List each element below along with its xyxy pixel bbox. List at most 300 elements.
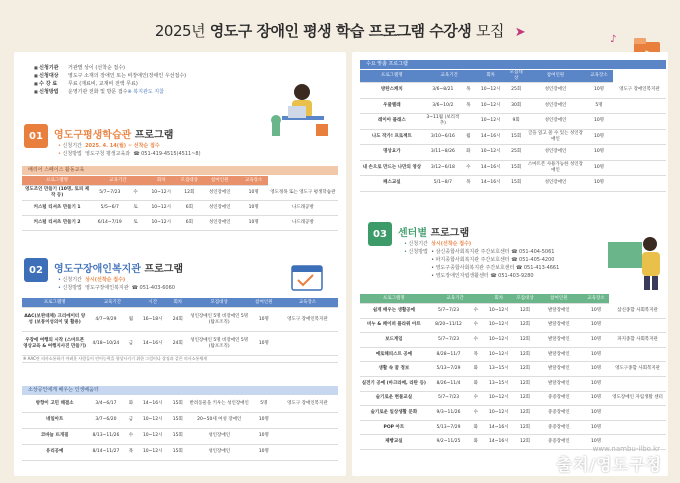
table-cell: 10~12시	[137, 428, 168, 444]
table-row	[360, 333, 666, 348]
table-cell: 10명	[240, 216, 268, 231]
table-cell: 목	[469, 347, 482, 362]
table-cell: 3~11월 (보리적 추)	[424, 114, 462, 130]
column-header: 프로그램명	[360, 70, 424, 83]
table-cell: 수	[469, 304, 482, 319]
table-cell: 10명	[251, 412, 277, 428]
right-panel	[352, 52, 668, 476]
table-cell: 5명	[251, 396, 277, 412]
table-cell: 토	[127, 216, 143, 231]
table-cell: 글을 읽고 쓸 수 있는 성인장애인	[526, 129, 585, 145]
table-cell: 10~12시	[144, 216, 179, 231]
table-row	[22, 332, 338, 356]
center-program-table	[360, 294, 666, 450]
info-value: 무료 (재료비, 교재비 전액 무료)	[68, 81, 138, 87]
table-cell: 13~15시	[482, 362, 515, 377]
table-cell: 4/7~9/29	[87, 308, 124, 332]
table-cell: 10명	[585, 145, 613, 161]
column-header: 모집대상	[507, 70, 526, 83]
column-header: 회차	[168, 298, 188, 308]
watermark-url: www.nambu-ilbo.kr	[592, 445, 660, 453]
table-cell: 15회	[507, 176, 526, 192]
table-cell: 월	[462, 129, 475, 145]
table-cell	[613, 98, 666, 114]
column-header: 교육기간	[87, 298, 137, 308]
table-cell	[277, 444, 338, 460]
table-cell: 비누 & 페이퍼 플라워 아트	[360, 318, 428, 333]
table-cell: 3/11~8/26	[424, 145, 462, 161]
table-cell: 10명	[585, 176, 613, 192]
table-cell: 생활 속 꿀 정보	[360, 362, 428, 377]
table-cell: 영도구 장애인복지관	[277, 308, 338, 332]
center-item: • 영도구종합사회복지관 주간보호센터 ☎ 051-413-4661	[431, 265, 560, 271]
table-cell: 화	[124, 396, 137, 412]
table-cell: 9/3~11/26	[428, 406, 470, 421]
table-cell: 3/4~6/17	[87, 396, 124, 412]
table-cell: 수	[469, 318, 482, 333]
table-cell: 12회	[179, 186, 200, 201]
info-key: ■ 신청방법	[34, 88, 68, 96]
table-row	[360, 160, 666, 176]
table-row	[22, 396, 338, 412]
section-01-table	[22, 176, 338, 231]
table-cell: 방탄스케치	[360, 83, 424, 99]
table-cell: 10명	[240, 201, 268, 216]
table-cell: 화	[462, 145, 475, 161]
table-cell: 발달장애인	[535, 318, 583, 333]
table-cell: 10명	[585, 129, 613, 145]
demand-caption: 수요 맞춤 프로그램	[360, 60, 666, 69]
table-cell: 3/10~6/16	[424, 129, 462, 145]
table-cell: 토	[127, 201, 143, 216]
table-cell: 우장애 여행의 시작 (스마트폰 영상교육 & 여행지사진 만들기)	[22, 332, 87, 356]
table-cell: 10명	[583, 347, 609, 362]
table-cell: 화	[469, 420, 482, 435]
table-cell: 성인장애인	[526, 114, 585, 130]
table-cell: 10명	[583, 318, 609, 333]
table-cell: 10~12시	[482, 318, 515, 333]
table-cell: 15회	[168, 444, 188, 460]
table-cell: 10명	[585, 83, 613, 99]
column-header: 회차	[482, 294, 515, 304]
section-03-title: 센터별 프로그램	[398, 228, 470, 239]
table-cell: 나드래공방	[268, 216, 338, 231]
table-cell: 5명	[585, 98, 613, 114]
table-cell: 성인장애인	[526, 145, 585, 161]
table-cell: 목	[462, 98, 475, 114]
column-header: 프로그램명	[22, 298, 87, 308]
table-cell: 10명	[251, 332, 277, 356]
table-cell: 발달장애인	[535, 376, 583, 391]
table-row	[360, 406, 666, 421]
info-row	[34, 80, 186, 88]
table-cell: 14~16시	[475, 129, 507, 145]
table-cell: 6/14~7/19	[92, 216, 127, 231]
table-cell: 커스텀 티셔츠 만들기 2	[22, 216, 92, 231]
column-header: 교육장소	[240, 176, 268, 186]
teacher-board-illustration	[604, 228, 664, 294]
table-cell	[613, 176, 666, 192]
table-cell	[462, 114, 475, 130]
table-cell: 10명	[585, 160, 613, 176]
table-cell: 10~12시	[482, 333, 515, 348]
demand-program-table	[360, 70, 666, 192]
table-row	[22, 308, 338, 332]
table-cell: 5/5~6/7	[92, 201, 127, 216]
table-row	[360, 304, 666, 319]
table-cell: 12회	[515, 391, 535, 406]
table-cell: 15회	[168, 412, 188, 428]
calendar-icon	[288, 260, 328, 294]
table-row	[360, 318, 666, 333]
section-03-badge: 03	[368, 222, 392, 246]
table-cell: 실전기 공예 (마크라메, 라탄 등)	[360, 376, 428, 391]
info-key: ■ 신청대상	[34, 72, 68, 80]
table-cell: 10~12시	[475, 83, 507, 99]
table-cell: 슬기로운 일상생활 문화	[360, 406, 428, 421]
general-info	[34, 64, 186, 96]
table-cell: 삼신종합 사회복지관	[609, 304, 666, 319]
table-cell: 중증장애인	[535, 391, 583, 406]
table-cell: 수	[469, 406, 482, 421]
table-cell: 5/7~7/23	[92, 186, 127, 201]
info-key: ■ 수 강 료	[34, 80, 68, 88]
table-header	[360, 294, 666, 304]
table-cell: 10명	[583, 362, 609, 377]
table-cell: 14~16시	[137, 396, 168, 412]
section-02-table-2	[22, 396, 338, 461]
column-header: 참여인원	[526, 70, 585, 83]
table-cell: 20~50세 여성 장애인	[188, 412, 251, 428]
table-row	[360, 376, 666, 391]
table-cell: 10명	[583, 391, 609, 406]
table-cell: 12회	[515, 362, 535, 377]
table-cell: 10~12시	[137, 444, 168, 460]
table-cell: 10명	[583, 435, 609, 450]
table-cell: 제빵교실	[360, 435, 428, 450]
table-row	[360, 362, 666, 377]
paper-plane-icon: ➤	[514, 25, 526, 40]
column-header: 교육기간	[424, 70, 475, 83]
table-row	[22, 428, 338, 444]
section-03-meta: • 신청기간 상시(선착순 접수) • 신청방법 • 삼신종합사회복지관 주간보호센터 ☎ 051-404-5061 • 파지종합사회복지관 주간보호센터 ☎ 051-405-4200 • 영도구종합사회복지관 주간보호센터 ☎ 051-413-4661 • 영도장애인자립생활센터 ☎ 051-403-9280	[404, 241, 560, 279]
table-cell: 5/1~8/7	[424, 176, 462, 192]
table-cell: 10~12시	[482, 347, 515, 362]
table-cell: 13~15시	[482, 376, 515, 391]
table-cell: 6회	[179, 201, 200, 216]
table-cell: 예로해피스트 공예	[360, 347, 428, 362]
table-header	[22, 176, 338, 186]
svg-text:♪: ♪	[610, 34, 617, 45]
table-cell: 금	[124, 412, 137, 428]
table-cell: 12회	[515, 406, 535, 421]
table-cell: 14~16시	[482, 420, 515, 435]
table-cell: 10명	[240, 186, 268, 201]
table-cell: 수	[469, 333, 482, 348]
table-header	[360, 70, 666, 83]
column-header: 교육장소	[585, 70, 613, 83]
column-header: 모집대상	[179, 176, 200, 186]
section-01-meta: • 신청기간 2025. 4. 14(월) ~ 선착순 접수 • 신청방법 영도구청 평생교육과 ☎ 051-419-4515(4511~8)	[58, 143, 201, 157]
table-cell: 반려동물을 키우는 성인장애인	[188, 396, 251, 412]
table-cell: 14~16시	[475, 176, 507, 192]
table-cell: 9회	[507, 114, 526, 130]
table-cell: 보드게임	[360, 333, 428, 348]
table-cell: 영도정목 또는 영도구 평생학습관	[268, 186, 338, 201]
table-cell	[609, 376, 666, 391]
table-cell: 30회	[507, 98, 526, 114]
column-header: 참여인원	[200, 176, 240, 186]
table-cell: 8/26~11/4	[428, 376, 470, 391]
watermark: 출처/영도구청	[556, 455, 662, 474]
column-header: 회차	[475, 70, 507, 83]
table-cell: 5/7~7/23	[428, 391, 470, 406]
table-cell: 나도 작가! 프로젝트	[360, 129, 424, 145]
section-02-title: 영도구장애인복지관 프로그램	[54, 264, 184, 275]
table-cell: 쉽게 배우는 생활공예	[360, 304, 428, 319]
info-value: 운영기관 전화 및 방문 접수	[68, 89, 128, 95]
table-cell: 발달장애인	[535, 362, 583, 377]
table-cell: 금	[124, 332, 137, 356]
table-cell: 목	[124, 444, 137, 460]
table-cell	[609, 420, 666, 435]
page-title: 2025년 영도구 장애인 평생 학습 프로그램 수강생 모집 ➤	[154, 22, 526, 40]
center-item: • 파지종합사회복지관 주간보호센터 ☎ 051-405-4200	[431, 257, 555, 263]
table-cell: 12회	[515, 435, 535, 450]
student-laptop-illustration	[262, 78, 332, 142]
table-cell: 10명	[583, 420, 609, 435]
section-02-meta: • 신청기간 상시(선착순 접수) • 신청방법 영도구장애인복지관 ☎ 051-403-6060	[58, 277, 175, 291]
table-cell: POP 아트	[360, 420, 428, 435]
table-cell: 15회	[507, 129, 526, 145]
section-02-table	[22, 298, 338, 363]
table-cell	[609, 347, 666, 362]
table-cell: 발달장애인	[535, 347, 583, 362]
table-cell: 10~12시	[144, 186, 179, 201]
table-cell	[609, 318, 666, 333]
table-cell: 스마트폰 사용가능한 성인장애인	[526, 160, 585, 176]
table-row	[360, 176, 666, 192]
column-header: 시간	[137, 298, 168, 308]
table-cell	[277, 428, 338, 444]
table-cell: 12회	[515, 304, 535, 319]
note-text: ※ AAC란 의사소통하기 어려운 사람들이 언어능력을 향상시키기 위한 그림이나 상징과 같은 의사소통체계	[22, 356, 338, 363]
section-01-title: 영도구평생학습관 프로그램	[54, 130, 174, 141]
table-cell: 25회	[507, 145, 526, 161]
table-cell: 내 손으로 만드는 나만의 영상	[360, 160, 424, 176]
table-cell: 6회	[179, 216, 200, 231]
table-cell: 성인장애인	[526, 176, 585, 192]
table-cell: 8/28~11/7	[428, 347, 470, 362]
column-header: 교육장소	[277, 298, 338, 308]
table-cell: 파지종합 사회복지관	[609, 333, 666, 348]
table-cell: 3/6~10/2	[424, 98, 462, 114]
table-cell: 10명	[583, 376, 609, 391]
table-row	[360, 420, 666, 435]
table-row	[22, 201, 338, 216]
table-cell: 3/12~6/18	[424, 160, 462, 176]
table-cell: 수	[469, 391, 482, 406]
table-cell: 성인장애인 5명 비장애인 5명 (탐포조직)	[188, 308, 251, 332]
left-panel	[14, 52, 346, 476]
table-cell: 9/2~11/25	[428, 435, 470, 450]
table-cell: 유리공예	[22, 444, 87, 460]
table-cell: 커스텀 티셔츠 만들기 1	[22, 201, 92, 216]
table-cell: 네일아트	[22, 412, 87, 428]
table-cell: 우쿨렐레	[360, 98, 424, 114]
table-cell: 레이아 플래스	[360, 114, 424, 130]
table-cell: 12회	[515, 376, 535, 391]
section-02-caption: 소상공인에게 배우는 인생배움터	[22, 386, 338, 395]
table-cell: 5/7~7/23	[428, 304, 470, 319]
table-row	[22, 412, 338, 428]
center-item: • 영도장애인자립생활센터 ☎ 051-403-9280	[431, 273, 534, 279]
table-cell: 3/7~6/20	[87, 412, 124, 428]
column-header: 참여인원	[251, 298, 277, 308]
info-row	[34, 88, 186, 96]
center-item: • 삼신종합사회복지관 주간보호센터 ☎ 051-404-5061	[431, 249, 555, 255]
table-row	[22, 216, 338, 231]
table-cell: 3/6~8/21	[424, 83, 462, 99]
table-cell: 화	[469, 376, 482, 391]
table-cell: 10~12시	[482, 406, 515, 421]
table-cell: 10~12시	[137, 412, 168, 428]
table-row	[360, 83, 666, 99]
section-01-caption: 배리어 스페이스 활동교육	[22, 166, 338, 175]
table-cell: 10~12시	[475, 98, 507, 114]
table-cell: 목	[462, 176, 475, 192]
table-row	[360, 145, 666, 161]
table-cell: 10명	[251, 428, 277, 444]
section-02-badge: 02	[24, 258, 48, 282]
table-cell: 24회	[168, 332, 188, 356]
table-cell: 10명	[583, 333, 609, 348]
table-cell: 12회	[515, 347, 535, 362]
table-cell: 성인장애인	[188, 428, 251, 444]
table-cell: 10~12시	[475, 114, 507, 130]
info-row	[34, 72, 186, 80]
table-cell: 중증장애인	[535, 406, 583, 421]
table-cell: 페스교실	[360, 176, 424, 192]
table-cell: 영도조인 만들기 (10명, 토피 제작 등)	[22, 186, 92, 201]
table-cell: 성인장애인	[526, 98, 585, 114]
table-cell: 8/13~11/26	[87, 428, 124, 444]
table-cell: 10~12시	[475, 145, 507, 161]
section-01-badge: 01	[24, 124, 48, 148]
table-cell: 수	[127, 186, 143, 201]
table-cell: 목	[462, 83, 475, 99]
table-cell: 코바늘 뜨개질	[22, 428, 87, 444]
table-row	[22, 186, 338, 201]
table-cell: 발달장애인	[535, 304, 583, 319]
column-header: 참여인원	[535, 294, 583, 304]
table-cell: 영도구 장애인복지관	[277, 396, 338, 412]
table-cell: 15회	[168, 428, 188, 444]
table-cell: 15회	[168, 396, 188, 412]
table-cell: 10~12시	[482, 391, 515, 406]
table-cell: 영도장애인 자립생활 센터	[609, 391, 666, 406]
table-cell	[277, 332, 338, 356]
table-cell: 수	[124, 428, 137, 444]
table-row	[360, 347, 666, 362]
table-cell: 4/18~10/24	[87, 332, 124, 356]
table-cell	[613, 129, 666, 145]
table-cell: 나드래공방	[268, 201, 338, 216]
table-cell: 영도구종합 사회복지관	[609, 362, 666, 377]
table-cell: 성인장애인	[200, 216, 240, 231]
table-cell: 화	[469, 435, 482, 450]
table-cell: 5/7~7/23	[428, 333, 470, 348]
table-cell: 성인장애인	[200, 201, 240, 216]
table-cell: 10명	[583, 406, 609, 421]
table-row	[360, 129, 666, 145]
table-cell	[613, 160, 666, 176]
column-header: 교육기간	[428, 294, 483, 304]
table-cell: 중증장애인	[535, 420, 583, 435]
table-cell: 슬기로운 현물교실	[360, 391, 428, 406]
table-cell: 발달장애인	[535, 333, 583, 348]
table-cell: 영도구 장애인복지관	[613, 83, 666, 99]
table-cell: 성인장애인	[188, 444, 251, 460]
table-cell: 10~12시	[482, 304, 515, 319]
info-key: ■ 신청기관	[34, 64, 68, 72]
table-cell: 성인장애인	[526, 83, 585, 99]
column-header: 프로그램명	[360, 294, 428, 304]
table-cell: 10명	[585, 114, 613, 130]
table-cell: 24회	[168, 308, 188, 332]
column-header: 회차	[144, 176, 179, 186]
table-cell: 12회	[515, 318, 535, 333]
table-cell: AAC(보완대체) 크리에이터 양성 (보통이성의이 및 활용)	[22, 308, 87, 332]
table-cell: 12회	[515, 333, 535, 348]
table-cell: 10명	[251, 308, 277, 332]
table-cell	[609, 406, 666, 421]
column-header: 모집대상	[515, 294, 535, 304]
column-header: 모집대상	[188, 298, 251, 308]
table-cell: 방향이 고민 해결소	[22, 396, 87, 412]
table-cell: 16~18시	[137, 308, 168, 332]
info-link[interactable]: ※ 복지관도 지참	[127, 89, 164, 95]
table-cell: 화	[469, 362, 482, 377]
table-cell	[613, 114, 666, 130]
table-cell: 10명	[251, 444, 277, 460]
center-list	[431, 248, 559, 280]
info-value: 영도구 소재의 장애인 또는 비장애인(장애인 우선접수)	[68, 73, 187, 79]
table-cell: 10~12시	[144, 201, 179, 216]
table-cell: 중증장애인	[535, 435, 583, 450]
table-cell: 5/13~7/29	[428, 420, 470, 435]
table-cell: 10명	[583, 304, 609, 319]
table-row	[360, 98, 666, 114]
table-cell: 명상요가	[360, 145, 424, 161]
table-cell: 성인장애인	[200, 186, 240, 201]
table-cell	[613, 145, 666, 161]
info-row	[34, 64, 186, 72]
table-cell: 수	[462, 160, 475, 176]
table-cell: 5/13~7/29	[428, 362, 470, 377]
column-header: 프로그램명	[22, 176, 92, 186]
table-cell: 월	[124, 308, 137, 332]
table-cell	[277, 412, 338, 428]
column-header: 교육장소	[583, 294, 609, 304]
table-row	[22, 444, 338, 460]
table-cell: 14~16시	[137, 332, 168, 356]
table-cell: 성인장애인 5명 비장애인 5명 (탐포조직)	[188, 332, 251, 356]
table-cell: 14~16시	[482, 435, 515, 450]
column-header: 교육기간	[92, 176, 143, 186]
table-cell: 14~16시	[475, 160, 507, 176]
table-cell: 8/20~11/12	[428, 318, 470, 333]
